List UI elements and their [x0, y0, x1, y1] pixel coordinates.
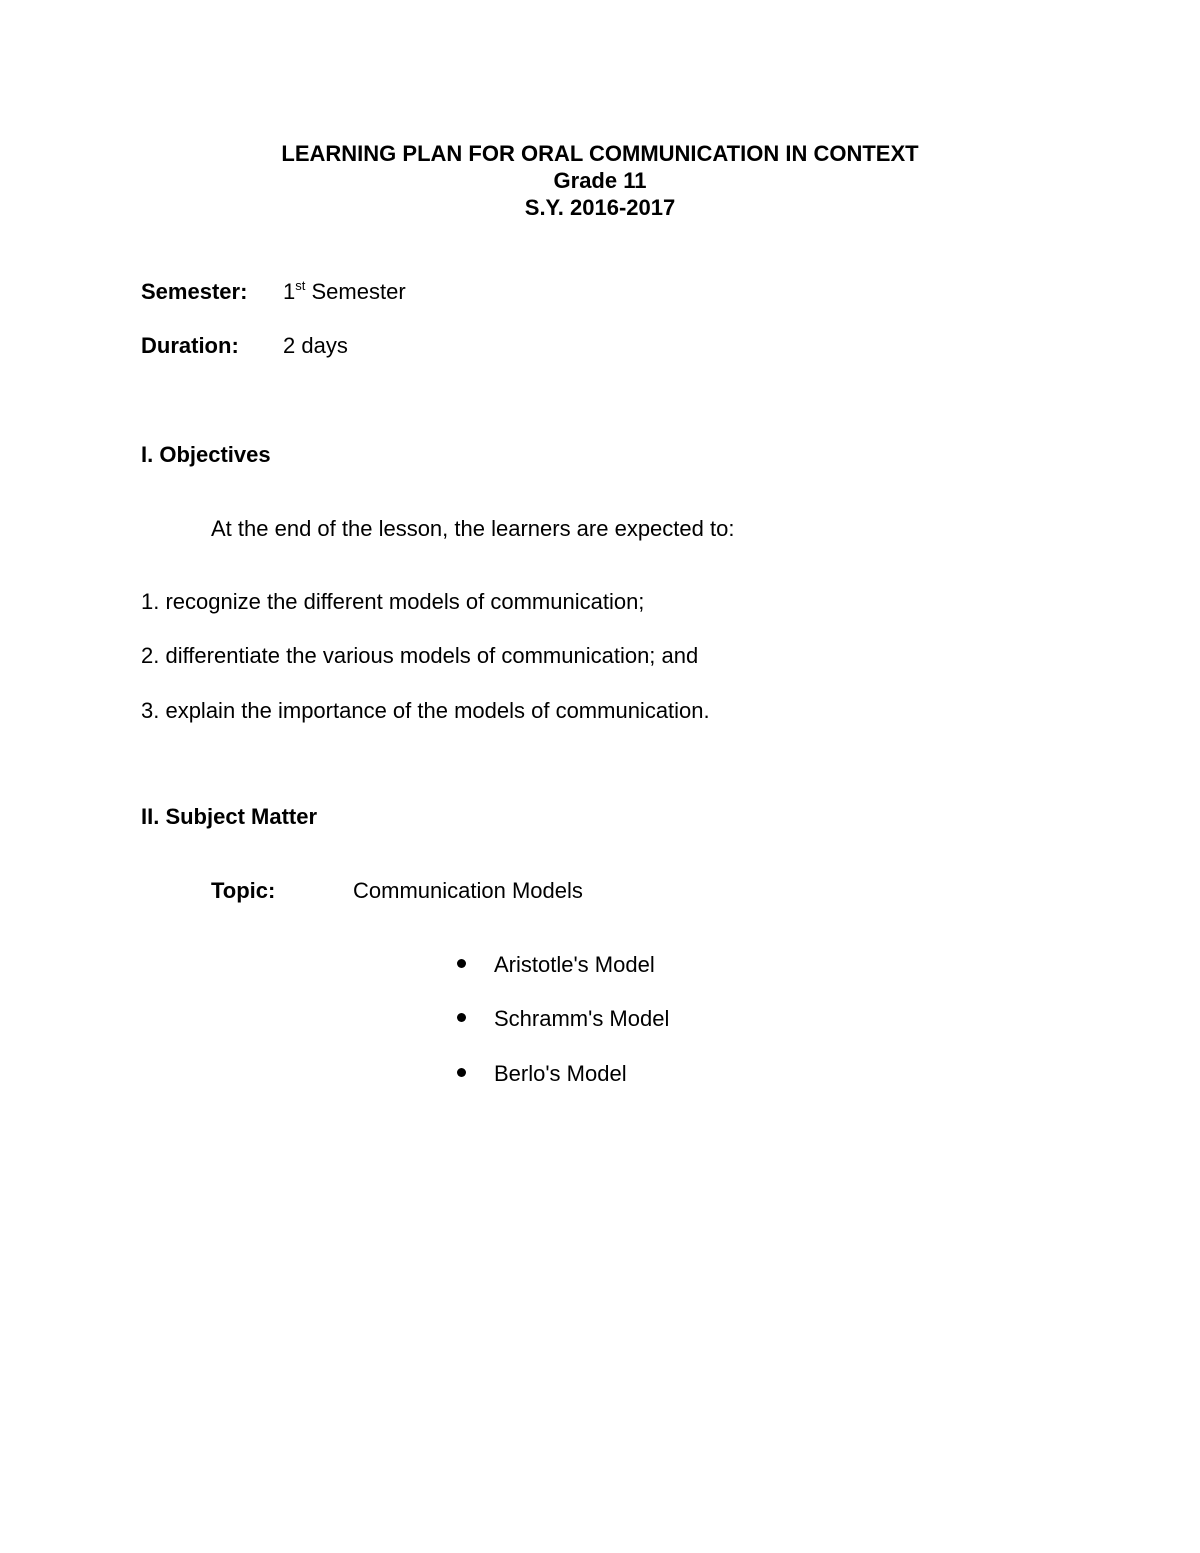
objectives-intro: At the end of the lesson, the learners are expected to: [211, 516, 735, 541]
subject-matter-heading: II. Subject Matter [141, 804, 318, 829]
objectives-heading: I. Objectives [141, 442, 271, 467]
semester-label: Semester: [141, 279, 248, 304]
topic-label: Topic: [211, 878, 276, 903]
duration-value: 2 days [283, 333, 348, 358]
semester-value [283, 279, 406, 305]
bullet-dot-icon [457, 959, 466, 968]
semester-number: 1 [283, 279, 296, 304]
model-list-item: Berlo's Model [494, 1061, 627, 1086]
duration-label: Duration: [141, 333, 239, 358]
objective-item: 1. recognize the different models of communication; [141, 589, 645, 614]
grade-level: Grade 11 [553, 168, 647, 193]
semester-word: Semester [311, 279, 406, 304]
model-list-item: Schramm's Model [494, 1006, 670, 1031]
school-year: S.Y. 2016-2017 [524, 195, 676, 220]
model-list-item: Aristotle's Model [494, 952, 655, 977]
semester-suffix: st [295, 278, 306, 293]
bullet-dot-icon [457, 1013, 466, 1022]
objective-item: 2. differentiate the various models of communication; and [141, 643, 699, 668]
document-title: LEARNING PLAN FOR ORAL COMMUNICATION IN CONTEXT [281, 141, 919, 166]
bullet-dot-icon [457, 1068, 466, 1077]
document-header [0, 140, 1200, 221]
topic-value: Communication Models [353, 878, 583, 903]
objective-item: 3. explain the importance of the models of communication. [141, 698, 710, 723]
